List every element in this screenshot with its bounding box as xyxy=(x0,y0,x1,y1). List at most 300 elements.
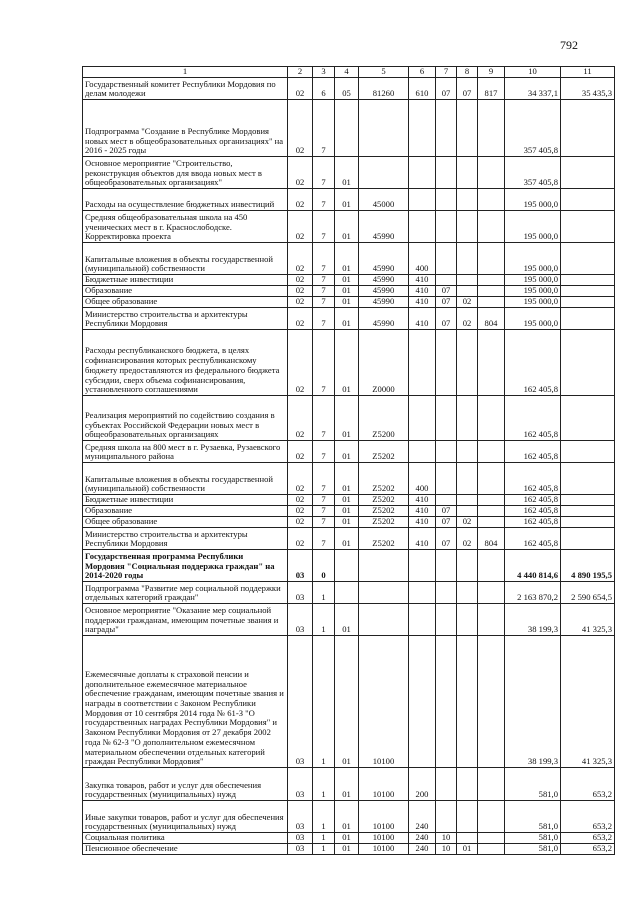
code-cell: 01 xyxy=(335,844,359,855)
row-label-cell: Подпрограмма "Развитие мер социальной поддержки отдельных категорий граждан" xyxy=(83,582,288,604)
code-cell: 7 xyxy=(313,297,335,308)
code-cell xyxy=(478,506,505,517)
code-cell: 7 xyxy=(313,517,335,528)
code-cell xyxy=(457,189,478,211)
budget-table xyxy=(82,66,615,855)
code-cell xyxy=(457,550,478,582)
code-cell xyxy=(457,275,478,286)
code-cell xyxy=(436,495,457,506)
row-label-cell: Подпрограмма "Создание в Республике Мордовия новых мест в общеобразовательных организациях" на 2016 - 2025 годы xyxy=(83,100,288,157)
table-row xyxy=(83,441,615,463)
amount-cell: 162 405,8 xyxy=(505,330,561,396)
code-cell xyxy=(409,211,436,243)
amount-cell: 195 000,0 xyxy=(505,275,561,286)
amount-cell: 357 405,8 xyxy=(505,100,561,157)
code-cell: 01 xyxy=(335,801,359,833)
code-cell: 7 xyxy=(313,506,335,517)
table-row xyxy=(83,211,615,243)
amount-cell xyxy=(561,189,615,211)
code-cell: 02 xyxy=(288,308,313,330)
column-header: 9 xyxy=(478,67,505,78)
code-cell xyxy=(436,604,457,636)
table-row xyxy=(83,833,615,844)
code-cell: 7 xyxy=(313,463,335,495)
code-cell xyxy=(457,243,478,275)
amount-cell xyxy=(561,297,615,308)
code-cell xyxy=(478,330,505,396)
code-cell: 45990 xyxy=(359,211,409,243)
code-cell: 02 xyxy=(288,441,313,463)
code-cell: 1 xyxy=(313,801,335,833)
code-cell: 02 xyxy=(288,463,313,495)
code-cell: 10100 xyxy=(359,833,409,844)
code-cell: 03 xyxy=(288,833,313,844)
amount-cell xyxy=(561,517,615,528)
code-cell xyxy=(478,286,505,297)
code-cell: 10 xyxy=(436,833,457,844)
row-label-cell: Образование xyxy=(83,506,288,517)
amount-cell: 195 000,0 xyxy=(505,308,561,330)
amount-cell: 38 199,3 xyxy=(505,604,561,636)
code-cell: 240 xyxy=(409,801,436,833)
code-cell xyxy=(457,157,478,189)
amount-cell xyxy=(561,396,615,441)
code-cell: 804 xyxy=(478,308,505,330)
code-cell: 610 xyxy=(409,78,436,100)
code-cell: 1 xyxy=(313,833,335,844)
row-label-cell: Общее образование xyxy=(83,297,288,308)
code-cell xyxy=(436,768,457,801)
code-cell: 10100 xyxy=(359,636,409,768)
amount-cell xyxy=(561,308,615,330)
code-cell xyxy=(359,604,409,636)
code-cell xyxy=(436,441,457,463)
code-cell xyxy=(409,100,436,157)
code-cell: 45990 xyxy=(359,297,409,308)
table-row xyxy=(83,506,615,517)
amount-cell: 581,0 xyxy=(505,768,561,801)
amount-cell xyxy=(561,157,615,189)
code-cell: 410 xyxy=(409,286,436,297)
code-cell xyxy=(335,100,359,157)
code-cell: 01 xyxy=(335,308,359,330)
code-cell: 01 xyxy=(335,189,359,211)
code-cell: 01 xyxy=(335,297,359,308)
code-cell xyxy=(478,211,505,243)
code-cell: 200 xyxy=(409,768,436,801)
code-cell: 02 xyxy=(457,297,478,308)
code-cell: 400 xyxy=(409,243,436,275)
row-label-cell: Основное мероприятие "Строительство, реконструкция объектов для ввода новых мест в общеобразовательных организациях" xyxy=(83,157,288,189)
code-cell xyxy=(436,100,457,157)
amount-cell xyxy=(561,286,615,297)
code-cell: 804 xyxy=(478,528,505,550)
code-cell: 45000 xyxy=(359,189,409,211)
amount-cell: 41 325,3 xyxy=(561,636,615,768)
code-cell: Z5202 xyxy=(359,463,409,495)
row-label-cell: Средняя школа на 800 мест в г. Рузаевка, Рузаевского муниципального района xyxy=(83,441,288,463)
table-row xyxy=(83,330,615,396)
amount-cell: 653,2 xyxy=(561,844,615,855)
code-cell xyxy=(436,636,457,768)
column-header: 5 xyxy=(359,67,409,78)
code-cell xyxy=(359,100,409,157)
code-cell: 02 xyxy=(288,275,313,286)
code-cell: 03 xyxy=(288,636,313,768)
code-cell: 03 xyxy=(288,768,313,801)
row-label-cell: Бюджетные инвестиции xyxy=(83,275,288,286)
code-cell xyxy=(478,463,505,495)
code-cell xyxy=(436,243,457,275)
code-cell: 03 xyxy=(288,550,313,582)
code-cell: 7 xyxy=(313,157,335,189)
code-cell: Z5202 xyxy=(359,506,409,517)
code-cell: 7 xyxy=(313,495,335,506)
code-cell: 01 xyxy=(335,275,359,286)
code-cell xyxy=(359,582,409,604)
code-cell xyxy=(478,844,505,855)
code-cell xyxy=(478,495,505,506)
amount-cell: 195 000,0 xyxy=(505,297,561,308)
code-cell: Z5202 xyxy=(359,495,409,506)
code-cell xyxy=(478,100,505,157)
table-row xyxy=(83,157,615,189)
amount-cell: 195 000,0 xyxy=(505,211,561,243)
code-cell: 03 xyxy=(288,582,313,604)
code-cell xyxy=(478,517,505,528)
amount-cell: 162 405,8 xyxy=(505,441,561,463)
code-cell: 02 xyxy=(288,243,313,275)
row-label-cell: Министерство строительства и архитектуры Республики Мордовия xyxy=(83,528,288,550)
code-cell xyxy=(359,157,409,189)
code-cell xyxy=(457,100,478,157)
table-row xyxy=(83,495,615,506)
amount-cell: 38 199,3 xyxy=(505,636,561,768)
code-cell: 07 xyxy=(436,297,457,308)
code-cell: 10100 xyxy=(359,768,409,801)
code-cell: 410 xyxy=(409,506,436,517)
code-cell: 02 xyxy=(288,286,313,297)
page-number: 792 xyxy=(560,38,578,52)
code-cell: 01 xyxy=(335,211,359,243)
code-cell: 01 xyxy=(335,833,359,844)
row-label-cell: Капитальные вложения в объекты государственной (муниципальной) собственности xyxy=(83,243,288,275)
amount-cell: 653,2 xyxy=(561,801,615,833)
code-cell xyxy=(335,550,359,582)
code-cell: 81260 xyxy=(359,78,409,100)
code-cell: 02 xyxy=(288,100,313,157)
code-cell: 410 xyxy=(409,528,436,550)
code-cell: 07 xyxy=(436,286,457,297)
table-row xyxy=(83,275,615,286)
code-cell xyxy=(478,801,505,833)
code-cell xyxy=(478,604,505,636)
code-cell: 01 xyxy=(335,441,359,463)
code-cell: 7 xyxy=(313,441,335,463)
table-row xyxy=(83,100,615,157)
row-label-cell: Бюджетные инвестиции xyxy=(83,495,288,506)
code-cell xyxy=(457,330,478,396)
row-label-cell: Средняя общеобразовательная школа на 450 ученических мест в г. Краснослободске. Корректировка проекта xyxy=(83,211,288,243)
column-header: 10 xyxy=(505,67,561,78)
code-cell: 7 xyxy=(313,308,335,330)
column-header: 11 xyxy=(561,67,615,78)
code-cell xyxy=(478,243,505,275)
code-cell: 01 xyxy=(335,528,359,550)
code-cell: 01 xyxy=(457,844,478,855)
column-header: 8 xyxy=(457,67,478,78)
code-cell xyxy=(478,157,505,189)
code-cell: 7 xyxy=(313,396,335,441)
row-label-cell: Социальная политика xyxy=(83,833,288,844)
code-cell xyxy=(436,463,457,495)
amount-cell xyxy=(561,495,615,506)
amount-cell: 2 590 654,5 xyxy=(561,582,615,604)
row-label-cell: Государственный комитет Республики Мордовия по делам молодежи xyxy=(83,78,288,100)
amount-cell xyxy=(561,463,615,495)
code-cell: 1 xyxy=(313,604,335,636)
code-cell: 10 xyxy=(436,844,457,855)
code-cell xyxy=(409,396,436,441)
code-cell: 01 xyxy=(335,463,359,495)
amount-cell: 357 405,8 xyxy=(505,157,561,189)
row-label-cell: Капитальные вложения в объекты государственной (муниципальной) собственности xyxy=(83,463,288,495)
code-cell xyxy=(478,189,505,211)
code-cell: 02 xyxy=(288,189,313,211)
column-header: 4 xyxy=(335,67,359,78)
code-cell: 400 xyxy=(409,463,436,495)
code-cell: 1 xyxy=(313,768,335,801)
row-label-cell: Расходы на осуществление бюджетных инвестиций xyxy=(83,189,288,211)
amount-cell: 162 405,8 xyxy=(505,517,561,528)
code-cell: 410 xyxy=(409,297,436,308)
amount-cell xyxy=(561,506,615,517)
row-label-cell: Расходы республиканского бюджета, в целях софинансирования которых республиканскому бюджету предоставляются из федерального бюджета субсидии, сверх объема софинансирования, установленного соглашениями xyxy=(83,330,288,396)
amount-cell: 195 000,0 xyxy=(505,189,561,211)
code-cell xyxy=(457,604,478,636)
code-cell: Z5200 xyxy=(359,396,409,441)
table-row xyxy=(83,78,615,100)
code-cell: 02 xyxy=(288,506,313,517)
amount-cell: 41 325,3 xyxy=(561,604,615,636)
table-row xyxy=(83,517,615,528)
code-cell: 07 xyxy=(436,78,457,100)
amount-cell xyxy=(561,441,615,463)
code-cell: 01 xyxy=(335,243,359,275)
table-row xyxy=(83,768,615,801)
code-cell: 45990 xyxy=(359,275,409,286)
table-row xyxy=(83,297,615,308)
code-cell: 1 xyxy=(313,636,335,768)
code-cell xyxy=(457,801,478,833)
amount-cell: 581,0 xyxy=(505,844,561,855)
amount-cell: 195 000,0 xyxy=(505,243,561,275)
code-cell: 410 xyxy=(409,517,436,528)
code-cell: 03 xyxy=(288,844,313,855)
code-cell: 7 xyxy=(313,330,335,396)
code-cell: 7 xyxy=(313,243,335,275)
code-cell xyxy=(478,441,505,463)
amount-cell xyxy=(561,275,615,286)
amount-cell: 581,0 xyxy=(505,801,561,833)
code-cell xyxy=(478,582,505,604)
code-cell: 7 xyxy=(313,286,335,297)
code-cell: 01 xyxy=(335,506,359,517)
code-cell: 1 xyxy=(313,582,335,604)
amount-cell: 4 440 814,6 xyxy=(505,550,561,582)
code-cell xyxy=(457,582,478,604)
code-cell: 02 xyxy=(288,517,313,528)
row-label-cell: Пенсионное обеспечение xyxy=(83,844,288,855)
table-row xyxy=(83,801,615,833)
column-header: 2 xyxy=(288,67,313,78)
code-cell: 03 xyxy=(288,801,313,833)
column-header: 6 xyxy=(409,67,436,78)
code-cell: Z0000 xyxy=(359,330,409,396)
code-cell xyxy=(409,189,436,211)
code-cell: 410 xyxy=(409,308,436,330)
amount-cell: 162 405,8 xyxy=(505,396,561,441)
table-row xyxy=(83,189,615,211)
row-label-cell: Общее образование xyxy=(83,517,288,528)
code-cell: 10100 xyxy=(359,801,409,833)
row-label-cell: Иные закупки товаров, работ и услуг для обеспечения государственных (муниципальных) нужд xyxy=(83,801,288,833)
row-label-cell: Министерство строительства и архитектуры Республики Мордовия xyxy=(83,308,288,330)
code-cell xyxy=(478,636,505,768)
code-cell: 01 xyxy=(335,157,359,189)
code-cell: 07 xyxy=(436,506,457,517)
code-cell xyxy=(436,189,457,211)
table-row xyxy=(83,604,615,636)
code-cell: 02 xyxy=(288,495,313,506)
code-cell xyxy=(478,550,505,582)
amount-cell: 2 163 870,2 xyxy=(505,582,561,604)
amount-cell: 162 405,8 xyxy=(505,495,561,506)
code-cell: 02 xyxy=(288,528,313,550)
column-header: 3 xyxy=(313,67,335,78)
code-cell: 07 xyxy=(436,308,457,330)
code-cell: Z5202 xyxy=(359,517,409,528)
amount-cell xyxy=(561,211,615,243)
code-cell: 01 xyxy=(335,495,359,506)
code-cell xyxy=(457,286,478,297)
code-cell: Z5202 xyxy=(359,441,409,463)
code-cell: 01 xyxy=(335,636,359,768)
code-cell: 02 xyxy=(288,78,313,100)
code-cell xyxy=(436,330,457,396)
table-row xyxy=(83,308,615,330)
code-cell xyxy=(457,463,478,495)
code-cell: 02 xyxy=(457,528,478,550)
amount-cell: 35 435,3 xyxy=(561,78,615,100)
amount-cell xyxy=(561,100,615,157)
code-cell: 0 xyxy=(313,550,335,582)
amount-cell: 162 405,8 xyxy=(505,463,561,495)
table-body xyxy=(83,78,615,855)
code-cell xyxy=(457,396,478,441)
row-label-cell: Закупка товаров, работ и услуг для обеспечения государственных (муниципальных) нужд xyxy=(83,768,288,801)
code-cell xyxy=(436,157,457,189)
row-label-cell: Ежемесячные доплаты к страховой пенсии и дополнительное ежемесячное материальное обеспечение гражданам, имеющим почетные звания и награды в соответствии с Законом Республики Мордовия от 10 сентября 2014 года № 61-З "О государственных наградах Республики Мордовия" и Законом Республики Мордовия от 27 декабря 2002 года № 62-З "О дополнительном ежемесячном материальном обеспечении отдельных категорий граждан Республики Мордовия" xyxy=(83,636,288,768)
code-cell: 03 xyxy=(288,604,313,636)
code-cell: 02 xyxy=(288,330,313,396)
code-cell: 02 xyxy=(457,517,478,528)
table-row xyxy=(83,463,615,495)
code-cell: 410 xyxy=(409,275,436,286)
code-cell: 45990 xyxy=(359,243,409,275)
code-cell: 7 xyxy=(313,189,335,211)
code-cell: 240 xyxy=(409,833,436,844)
code-cell xyxy=(359,550,409,582)
table-row xyxy=(83,844,615,855)
code-cell xyxy=(457,506,478,517)
table-row xyxy=(83,636,615,768)
column-header: 1 xyxy=(83,67,288,78)
table-row xyxy=(83,550,615,582)
code-cell xyxy=(478,833,505,844)
code-cell: Z5202 xyxy=(359,528,409,550)
code-cell xyxy=(457,211,478,243)
code-cell xyxy=(478,768,505,801)
amount-cell xyxy=(561,243,615,275)
code-cell xyxy=(409,604,436,636)
code-cell: 410 xyxy=(409,495,436,506)
code-cell: 7 xyxy=(313,211,335,243)
code-cell xyxy=(335,582,359,604)
amount-cell: 195 000,0 xyxy=(505,286,561,297)
code-cell: 45990 xyxy=(359,286,409,297)
code-cell: 01 xyxy=(335,604,359,636)
code-cell: 01 xyxy=(335,330,359,396)
code-cell: 01 xyxy=(335,396,359,441)
code-cell xyxy=(436,582,457,604)
code-cell: 01 xyxy=(335,286,359,297)
code-cell xyxy=(409,636,436,768)
amount-cell: 34 337,1 xyxy=(505,78,561,100)
code-cell: 02 xyxy=(288,211,313,243)
code-cell: 05 xyxy=(335,78,359,100)
table-row xyxy=(83,582,615,604)
amount-cell: 581,0 xyxy=(505,833,561,844)
code-cell xyxy=(457,495,478,506)
code-cell xyxy=(457,768,478,801)
code-cell: 10100 xyxy=(359,844,409,855)
code-cell: 01 xyxy=(335,768,359,801)
code-cell: 7 xyxy=(313,100,335,157)
code-cell: 6 xyxy=(313,78,335,100)
table-row xyxy=(83,528,615,550)
code-cell xyxy=(409,550,436,582)
amount-cell xyxy=(561,528,615,550)
code-cell xyxy=(409,157,436,189)
table-row xyxy=(83,396,615,441)
row-label-cell: Государственная программа Республики Мордовия "Социальная поддержка граждан" на 2014-2020 годы xyxy=(83,550,288,582)
code-cell: 240 xyxy=(409,844,436,855)
code-cell: 02 xyxy=(457,308,478,330)
code-cell xyxy=(457,636,478,768)
code-cell xyxy=(409,582,436,604)
amount-cell: 162 405,8 xyxy=(505,528,561,550)
table-row xyxy=(83,243,615,275)
code-cell: 7 xyxy=(313,275,335,286)
code-cell xyxy=(478,297,505,308)
amount-cell: 653,2 xyxy=(561,768,615,801)
code-cell xyxy=(409,330,436,396)
row-label-cell: Реализация мероприятий по содействию создания в субъектах Российской Федерации новых мест в общеобразовательных организациях xyxy=(83,396,288,441)
code-cell xyxy=(436,211,457,243)
table-row xyxy=(83,286,615,297)
amount-cell: 162 405,8 xyxy=(505,506,561,517)
